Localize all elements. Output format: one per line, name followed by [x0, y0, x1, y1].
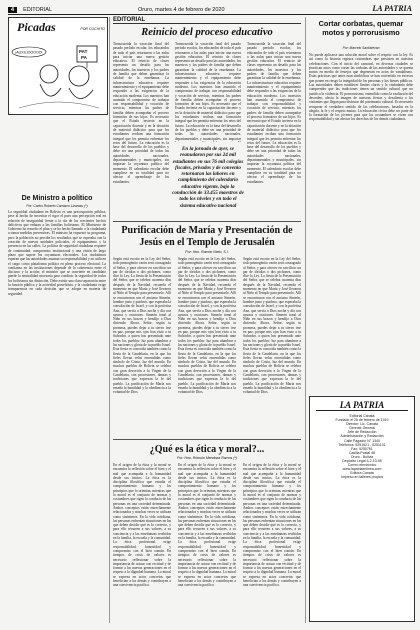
staff-line: Casilla Postal 48 [348, 450, 376, 455]
staff-box [309, 396, 415, 622]
editorial-label: EDITORIAL [113, 17, 301, 24]
section-divider [113, 439, 301, 440]
center-article1-body-col3: Según está escrito en la Ley del Señor, todo primogénito varón será consagrado al Señor, y para ofrecer en sacrificio un par de tórtolas o dos pichones, como dice la Ley. La fiesta de la Presentación del Señor, que se celebra cuarenta días después de la Navidad, recuerda el momento en que María y José llevaron al Niño al Templo para presentarlo. Allí se encontraron con el anciano Simeón, hombre justo y piadoso, que esperaba la consolación de Israel, y con la profetisa Ana, que servía a Dios noche y día con ayunos y oraciones. Simeón tomó al Niño en sus brazos y bendijo a Dios diciendo: Ahora, Señor, según tu promesa, puedes dejar a tu siervo irse en paz, porque mis ojos han visto a tu Salvador, a quien has presentado ante todos los pueblos: luz para alumbrar a las naciones y gloria de tu pueblo Israel. Esta fiesta es conocida también como la fiesta de la Candelaria, en la que los fieles llevan velas encendidas como símbolo de Cristo, luz del mundo. En muchos pueblos de Bolivia se celebra con gran devoción a la Virgen de la Candelaria, con procesiones, danzas y tradiciones que expresan la fe del pueblo. La purificación de María nos enseña la humildad y la obediencia a la voluntad de Dios. [243, 257, 301, 395]
right-article-body: No puede aplicarse una solución moral sobre el respeto con la ley. Es así como la historia registra costumbres que persisten en nuestras celebraciones. Con el inicio del carnaval, en diversas ciudades se practican actos como cortar las corbatas de las autoridades y se quema motos en medio de festejos que degeneran en actos de vandalismo. Estas prácticas que antes eran simbólicas se han convertido en excesos que ponen en riesgo la integridad de las personas y los bienes públicos. Las autoridades deben establecer límites claros y la ciudadanía debe comprender que las tradiciones tienen un sentido cultural que no justifica la violencia. El porrorusismo, entendido como la exaltación del desorden, afecta la imagen de nuestras fiestas y desalienta a los visitantes que llegan para disfrutar del patrimonio cultural. Es necesario recuperar el verdadero sentido de las celebraciones, basadas en la alegría, la fe y el respeto mutuo. La educación cívica debe ser parte de la formación de los jóvenes para que las costumbres se vivan con responsabilidad y sin afectar los derechos de los demás ciudadanos. [309, 53, 413, 122]
right-article-headline: Cortar corbatas, quemar motos y porrorusismo [318, 19, 404, 37]
left-article-body: La seguridad ciudadana en Bolivia es una preocupación pública, pese al hecho de necesitar el rigor el pues una percepción real en relación de inseguridad frente a la ola de los crecientes hechos delictivos que enlutan a las familias bolivianas. El Ministerio de Gobierno ha resuelto el plan y se ha hecho llamado a la ciudadanía a tomar medidas preventivas. El ministro ha expuesto su programa, pero la población no percibe los resultados que se esperaba con la creación de nuevas unidades policiales, el equipamiento y la presencia en las calles. La política de seguridad ciudadana requiere de continuidad, compromiso institucional y una visión de largo plazo que supere las coyunturas electorales. Los ciudadanos esperan que las autoridades asuman su responsabilidad y no utilicen el cargo como plataforma política en pleno proceso electoral. La confianza en las instituciones depende de la coherencia entre el discurso y la acción; el ministro que se convierte en candidato pierde la neutralidad necesaria para conducir la seguridad de todos los bolivianos sin distinción. Debe existir una clara separación entre la función pública y la actividad proselitista, y la ciudadanía exige transparencia en cada decisión que se adopte en materia de seguridad. [8, 210, 106, 296]
staff-line: Depósito Legal 4-2-13-95 [342, 459, 382, 464]
section-label: EDITORIAL [23, 6, 52, 13]
staff-line: Editora Canata [350, 471, 374, 476]
center-article1-body-col1: Según está escrito en la Ley del Señor, todo primogénito varón será consagrado al Señor, y para ofrecer en sacrificio un par de tórtolas o dos pichones, como dice la Ley. La fiesta de la Presentación del Señor, que se celebra cuarenta días después de la Navidad, recuerda el momento en que María y José llevaron al Niño al Templo para presentarlo. Allí se encontraron con el anciano Simeón, hombre justo y piadoso, que esperaba la consolación de Israel, y con la profetisa Ana, que servía a Dios noche y día con ayunos y oraciones. Simeón tomó al Niño en sus brazos y bendijo a Dios diciendo: Ahora, Señor, según tu promesa, puedes dejar a tu siervo irse en paz, porque mis ojos han visto a tu Salvador, a quien has presentado ante todos los pueblos: luz para alumbrar a las naciones y gloria de tu pueblo Israel. Esta fiesta es conocida también como la fiesta de la Candelaria, en la que los fieles llevan velas encendidas como símbolo de Cristo, luz del mundo. En muchos pueblos de Bolivia se celebra con gran devoción a la Virgen de la Candelaria, con procesiones, danzas y tradiciones que expresan la fe del pueblo. La purificación de María nos enseña la humildad y la obediencia a la voluntad de Dios. [113, 257, 171, 395]
cartoon-sign-2: PA [81, 55, 87, 60]
column-divider [305, 17, 306, 623]
staff-line: Oruro - Bolivia [350, 454, 374, 459]
center-article2-body-col1: En el origen de la ética y la moral se encuentra la reflexión sobre el bien y el mal que acompaña a la humanidad desde sus inicios. La ética es la disciplina filosófica que estudia el comportamiento humano y los principios que lo orientan, mientras que la moral es el conjunto de normas y costumbres que rigen la conducta de las personas en una sociedad determinada. Ambos conceptos están estrechamente relacionados y muchas veces se utilizan como sinónimos. En la vida cotidiana, las personas enfrentan situaciones en las que deben decidir qué es lo correcto, y para ello recurren a sus valores, a su conciencia y a las enseñanzas recibidas en la familia, la escuela y la comunidad. La ética profesional exige responsabilidad, honestidad y compromiso con el bien común. En tiempos de crisis de valores es necesario reflexionar sobre la importancia de actuar con rectitud y de formar a las nuevas generaciones en el respeto a la dignidad humana. La moral se expresa en actos concretos que benefician a los demás y contribuyen a una convivencia pacífica. [113, 463, 171, 588]
cartoon-title-art: Picadas [17, 20, 56, 34]
editorial-body-col3: Transcurrida la vacación final del pasado período escolar, los educandos de todo el país retornaron a las aulas para iniciar una nueva gestión educativa. El reinicio de clases representa un desafío para las autoridades, los maestros y los padres de familia que deben garantizar la calidad de la enseñanza. La infraestructura educativa requiere mantenimiento y el equipamiento debe responder a las exigencias de la educación moderna. Los maestros han asumido el compromiso de trabajar con responsabilidad y vocación de servicio, mientras los padres de familia deben acompañar el proceso formativo de sus hijos. Es necesario que el Estado invierta en la capacitación docente y en la dotación de material didáctico para que los estudiantes reciban una formación integral que les permita enfrentar los retos del futuro. La educación es la base del desarrollo de los pueblos y debe ser una prioridad de todas las autoridades nacionales, departamentales y municipales, sin importar la coyuntura política del momento. El calendario escolar debe cumplirse en su totalidad para no afectar el aprendizaje de los estudiantes. [247, 42, 301, 184]
staff-line: Correo electrónico [347, 463, 377, 468]
staff-line: Fax: 5250781 [351, 446, 373, 451]
staff-logo: LA PATRIA [316, 400, 408, 411]
staff-line: Teléfonos: 5251521 - 5251131 [338, 442, 386, 447]
staff-line: www.lapatriaenlinea.com [342, 467, 382, 472]
issue-date: Oruro, martes 4 de febrero de 2020 [138, 6, 225, 13]
center-article2-body-col3: En el origen de la ética y la moral se encuentra la reflexión sobre el bien y el mal que acompaña a la humanidad desde sus inicios. La ética es la disciplina filosófica que estudia el comportamiento humano y los principios que lo orientan, mientras que la moral es el conjunto de normas y costumbres que rigen la conducta de las personas en una sociedad determinada. Ambos conceptos están estrechamente relacionados y muchas veces se utilizan como sinónimos. En la vida cotidiana, las personas enfrentan situaciones en las que deben decidir qué es lo correcto, y para ello recurren a sus valores, a su conciencia y a las enseñanzas recibidas en la familia, la escuela y la comunidad. La ética profesional exige responsabilidad, honestidad y compromiso con el bien común. En tiempos de crisis de valores es necesario reflexionar sobre la importancia de actuar con rectitud y de formar a las nuevas generaciones en el respeto a la dignidad humana. La moral se expresa en actos concretos que benefician a los demás y contribuyen a una convivencia pacífica. [243, 463, 301, 588]
left-article-headline: De Ministro a político [21, 195, 93, 202]
staff-line: Director: Lic. Canata [346, 422, 378, 427]
left-article-byline: Por: Carlos Roberto Carrasco Lizarazu (*) [26, 204, 88, 208]
staff-line: Calle Pagador N° 1340 [344, 438, 380, 443]
cartoon-illustration [9, 18, 107, 114]
staff-line: Impreso en talleres propios [340, 475, 384, 480]
center-article1-body-col2: Según está escrito en la Ley del Señor, todo primogénito varón será consagrado al Señor, y para ofrecer en sacrificio un par de tórtolas o dos pichones, como dice la Ley. La fiesta de la Presentación del Señor, que se celebra cuarenta días después de la Navidad, recuerda el momento en que María y José llevaron al Niño al Templo para presentarlo. Allí se encontraron con el anciano Simeón, hombre justo y piadoso, que esperaba la consolación de Israel, y con la profetisa Ana, que servía a Dios noche y día con ayunos y oraciones. Simeón tomó al Niño en sus brazos y bendijo a Dios diciendo: Ahora, Señor, según tu promesa, puedes dejar a tu siervo irse en paz, porque mis ojos han visto a tu Salvador, a quien has presentado ante todos los pueblos: luz para alumbrar a las naciones y gloria de tu pueblo Israel. Esta fiesta es conocida también como la fiesta de la Candelaria, en la que los fieles llevan velas encendidas como símbolo de Cristo, luz del mundo. En muchos pueblos de Bolivia se celebra con gran devoción a la Virgen de la Candelaria, con procesiones, danzas y tradiciones que expresan la fe del pueblo. La purificación de María nos enseña la humildad y la obediencia a la voluntad de Dios. [178, 257, 236, 395]
center-article2-headline: ¿Qué es la ética y moral?... [149, 444, 265, 455]
cartoon-sign-1: PAT [79, 49, 88, 54]
staff-line: Gerente General [348, 426, 376, 431]
editorial-body-col2: Transcurrida la vacación final del pasado período escolar, los educandos de todo el país retornaron a las aulas para iniciar una nueva gestión educativa. El reinicio de clases representa un desafío para las autoridades, los maestros y los padres de familia que deben garantizar la calidad de la enseñanza. La infraestructura educativa requiere mantenimiento y el equipamiento debe responder a las exigencias de la educación moderna. Los maestros han asumido el compromiso de trabajar con responsabilidad y vocación de servicio, mientras los padres de familia deben acompañar el proceso formativo de sus hijos. Es necesario que el Estado invierta en la capacitación docente y en la dotación de material didáctico para que los estudiantes reciban una formación integral que les permita enfrentar los retos del futuro. La educación es la base del desarrollo de los pueblos y debe ser una prioridad de todas las autoridades nacionales, departamentales y municipales, sin importar [175, 42, 241, 141]
editorial-pullquote: En la jornada de ayer, se reanudaron por sus 24 mil estudiantes en sus 76 mil colegios fiscales, privados y de convenio retornaron las labores en cumplimiento del calendario educativo vigente, bajo la conducción de 33.455 maestros de todo los niveles y en todo el sistema educativo nacional [172, 146, 244, 209]
right-article-byline: Por: Marcelo Santistevan [342, 46, 380, 50]
center-article2-byline: Por: Hno. Rómulo Mendoza Ramos (*) [177, 456, 237, 460]
page-number: 4 [8, 7, 17, 13]
center-article1-headline: Purificación de María y Presentación de Jesús en el Templo de Jerusalén [121, 225, 293, 248]
editorial-body-col1: Transcurrida la vacación final del pasado período escolar, los educandos de todo el país retornaron a las aulas para iniciar una nueva gestión educativa. El reinicio de clases representa un desafío para las autoridades, los maestros y los padres de familia que deben garantizar la calidad de la enseñanza. La infraestructura educativa requiere mantenimiento y el equipamiento debe responder a las exigencias de la educación moderna. Los maestros han asumido el compromiso de trabajar con responsabilidad y vocación de servicio, mientras los padres de familia deben acompañar el proceso formativo de sus hijos. Es necesario que el Estado invierta en la capacitación docente y en la dotación de material didáctico para que los estudiantes reciban una formación integral que les permita enfrentar los retos del futuro. La educación es la base del desarrollo de los pueblos y debe ser una prioridad de todas las autoridades nacionales, departamentales y municipales, sin importar la coyuntura política del momento. El calendario escolar debe cumplirse en su totalidad para no afectar el aprendizaje de los estudiantes. [113, 42, 169, 184]
center-article1-byline: Por: Hno. Ramón Nieto, S.I. [185, 250, 229, 254]
staff-lines [310, 411, 414, 483]
staff-line: Fundado el 26 de febrero de 1919 [335, 418, 389, 423]
staff-line: Administración y Redacción [340, 434, 384, 439]
editorial-title: Reinicio del proceso educativo [141, 27, 273, 38]
cartoon-speech: ¡AUXILIOOOOO! [15, 50, 43, 55]
staff-line: Jefe de Redacción [347, 430, 377, 435]
cartoon-byline: POR COCHITO [80, 27, 105, 31]
section-divider [113, 221, 301, 222]
staff-line: Editorial Canata [349, 414, 375, 418]
masthead: LA PATRIA [372, 4, 412, 13]
column-divider [109, 17, 110, 623]
page-header [8, 5, 412, 15]
cartoon-panel [8, 17, 108, 115]
center-article2-body-col2: En el origen de la ética y la moral se encuentra la reflexión sobre el bien y el mal que acompaña a la humanidad desde sus inicios. La ética es la disciplina filosófica que estudia el comportamiento humano y los principios que lo orientan, mientras que la moral es el conjunto de normas y costumbres que rigen la conducta de las personas en una sociedad determinada. Ambos conceptos están estrechamente relacionados y muchas veces se utilizan como sinónimos. En la vida cotidiana, las personas enfrentan situaciones en las que deben decidir qué es lo correcto, y para ello recurren a sus valores, a su conciencia y a las enseñanzas recibidas en la familia, la escuela y la comunidad. La ética profesional exige responsabilidad, honestidad y compromiso con el bien común. En tiempos de crisis de valores es necesario reflexionar sobre la importancia de actuar con rectitud y de formar a las nuevas generaciones en el respeto a la dignidad humana. La moral se expresa en actos concretos que benefician a los demás y contribuyen a una convivencia pacífica. [178, 463, 236, 588]
